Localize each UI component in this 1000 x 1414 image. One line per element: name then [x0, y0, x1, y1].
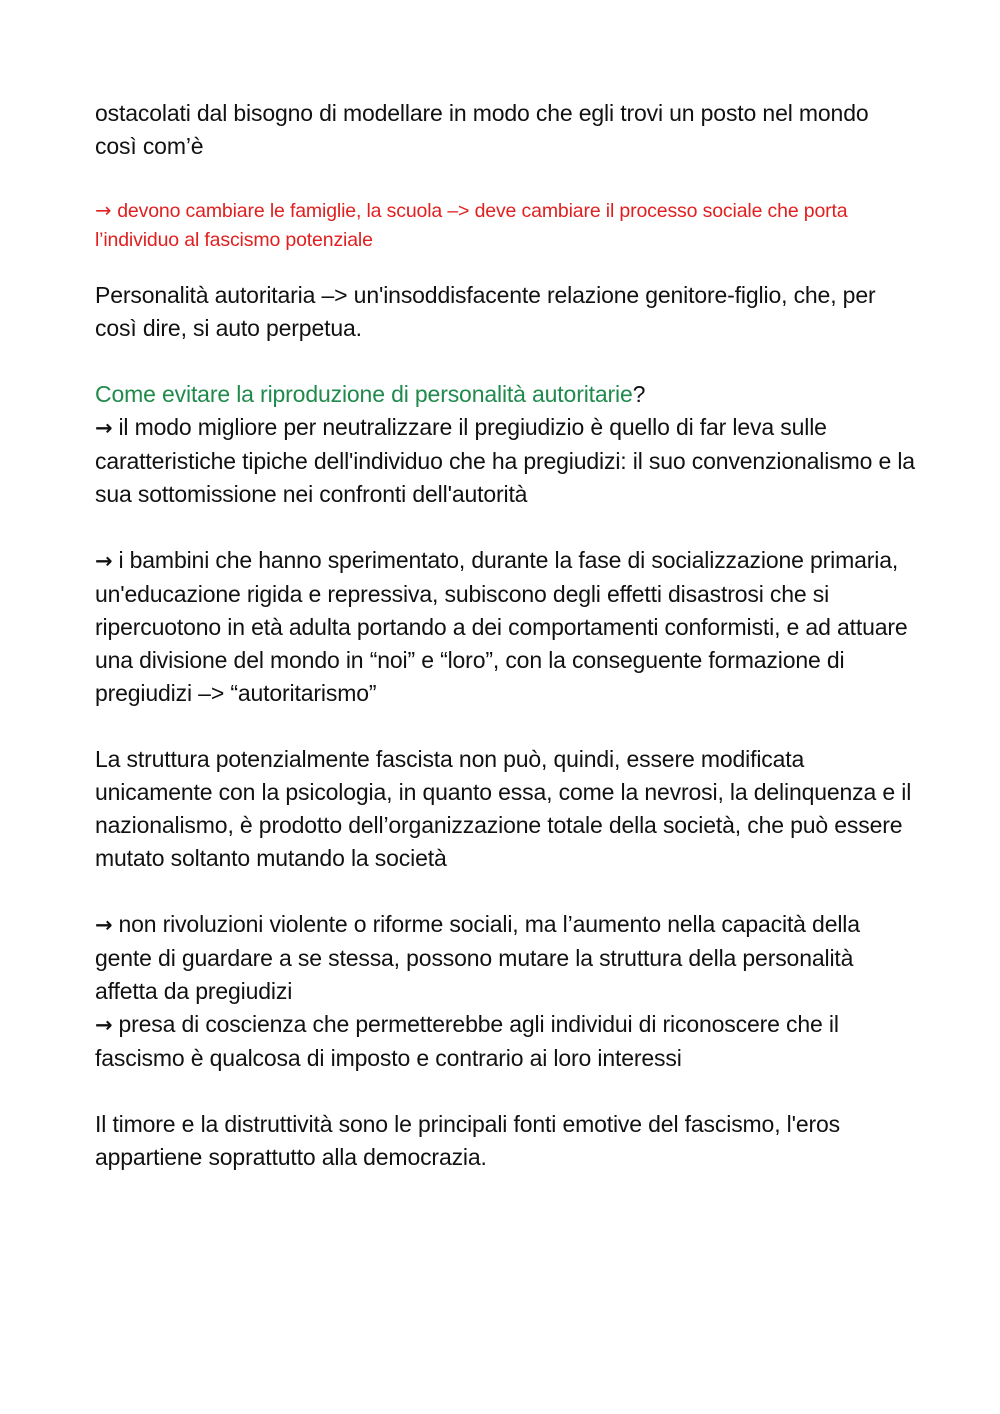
paragraph-intro	[95, 97, 915, 163]
question-heading: Come evitare la riproduzione di personalità autoritarie	[95, 381, 633, 407]
arrow-right-icon: →	[95, 913, 113, 937]
question-mark: ?	[632, 381, 646, 407]
arrow-right-icon: →	[95, 1013, 113, 1037]
paragraph-conclusion	[95, 1108, 915, 1174]
change-text: non rivoluzioni violente o riforme sociali, ma l’aumento nella capacità della gente di guardare a se stessa, possono mutare la struttura della personalità affetta da pregiudizi	[95, 911, 860, 1004]
paragraph-question	[95, 378, 915, 511]
paragraph-children	[95, 544, 915, 710]
children-text: i bambini che hanno sperimentato, durante la fase di socializzazione primaria, un'educazione rigida e repressiva, subiscono degli effetti disastrosi che si ripercuotono in età adulta portando a dei comportamenti conformisti, e ad attuare una divisione del mondo in “noi” e “loro”, con la conseguente formazione di pregiudizi –> “autoritarismo”	[95, 547, 908, 706]
paragraph-red-note	[95, 196, 915, 255]
question-answer-text: il modo migliore per neutralizzare il pregiudizio è quello di far leva sulle caratteristiche tipiche dell'individuo che ha pregiudizi: il suo convenzionalismo e la sua sottomissione nei confronti dell'autorità	[95, 414, 915, 507]
paragraph-change	[95, 908, 915, 1075]
awareness-text: presa di coscienza che permetterebbe agli individui di riconoscere che il fascismo è qualcosa di imposto e contrario ai loro interessi	[95, 1011, 839, 1071]
arrow-right-icon: →	[95, 416, 113, 440]
arrow-right-icon: →	[95, 199, 112, 222]
red-note-text: devono cambiare le famiglie, la scuola –> deve cambiare il processo sociale che porta l’individuo al fascismo potenziale	[95, 200, 848, 251]
arrow-right-icon: →	[95, 549, 113, 573]
paragraph-authoritarian-personality	[95, 279, 915, 345]
paragraph-fascist-structure	[95, 743, 915, 875]
paragraph-intro-text: ostacolati dal bisogno di modellare in modo che egli trovi un posto nel mondo così com’è	[95, 100, 869, 159]
document-body	[95, 97, 915, 1174]
fascist-structure-text: La struttura potenzialmente fascista non può, quindi, essere modificata unicamente con la psicologia, in quanto essa, come la nevrosi, la delinquenza e il nazionalismo, è prodotto dell’organizzazione totale della società, che può essere mutato soltanto mutando la società	[95, 746, 912, 871]
conclusion-text: Il timore e la distruttività sono le principali fonti emotive del fascismo, l'eros appartiene soprattutto alla democrazia.	[95, 1111, 841, 1170]
authoritarian-personality-text: Personalità autoritaria –> un'insoddisfacente relazione genitore-figlio, che, per così dire, si auto perpetua.	[95, 282, 876, 341]
